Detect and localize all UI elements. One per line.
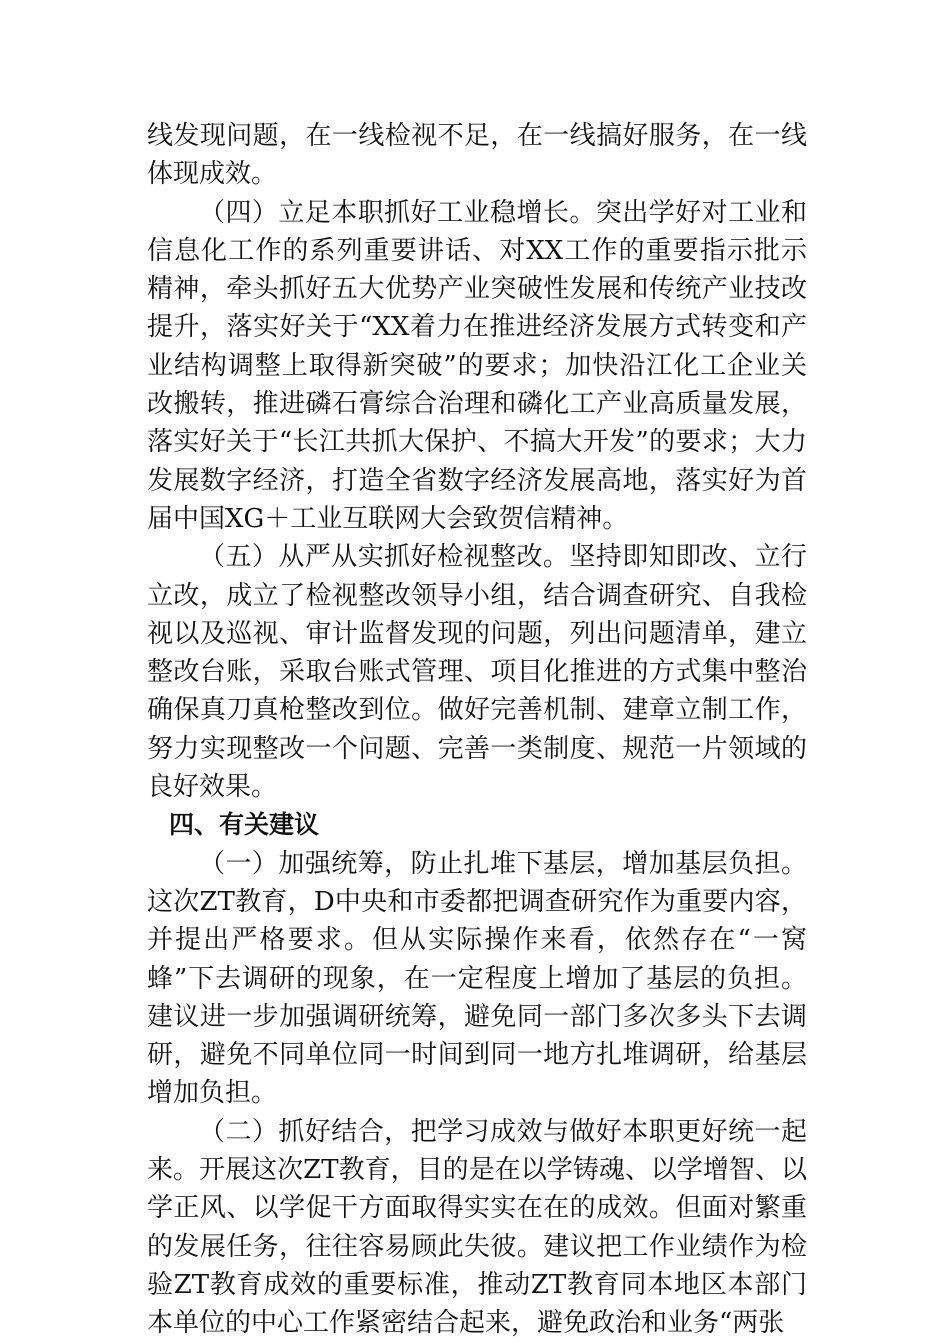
paragraph-section-5: （五）从严从实抓好检视整改。坚持即知即改、立行立改，成立了检视整改领导小组，结合调查研究、自我检视以及巡视、审计监督发现的问题，列出问题清单，建立整改台账，采取台账式管理、项目化推进的方式集中整治确保真刀真枪整改到位。做好完善机制、建章立制工作，努力实现整改一个问题、完善一类制度、规范一片领域的良好效果。 xyxy=(147,542,807,803)
paragraph-continuation: 线发现问题，在一线检视不足，在一线搞好服务，在一线体现成效。 xyxy=(147,121,807,190)
document-body xyxy=(147,117,807,1343)
paragraph-suggestion-1: （一）加强统筹，防止扎堆下基层，增加基层负担。这次ZT教育，D中央和市委都把调查研究作为重要内容，并提出严格要求。但从实际操作来看，依然存在“一窝蜂”下去调研的现象，在一定程度上增加了基层的负担。建议进一步加强调研统筹，避免同一部门多次多头下去调研，避免不同单位同一时间到同一地方扎堆调研，给基层增加负担。 xyxy=(147,848,807,1109)
paragraph-section-4: （四）立足本职抓好工业稳增长。突出学好对工业和信息化工作的系列重要讲话、对XX工作的重要指示批示精神，牵头抓好五大优势产业突破性发展和传统产业技改提升，落实好关于“XX着力在推进经济发展方式转变和产业结构调整上取得新突破”的要求；加快沿江化工企业关改搬转，推进磷石膏综合治理和磷化工产业高质量发展，落实好关于“长江共抓大保护、不搞大开发”的要求；大力发展数字经济，打造全省数字经济发展高地，落实好为首届中国XG＋工业互联网大会致贺信精神。 xyxy=(147,197,807,534)
section-heading: 四、有关建议 xyxy=(169,810,320,840)
paragraph-suggestion-2: （二）抓好结合，把学习成效与做好本职更好统一起来。开展这次ZT教育，目的是在以学铸魂、以学增智、以学正风、以学促干方面取得实实在在的成效。但面对繁重的发展任务，往往容易顾此失彼。建议把工作业绩作为检验ZT教育成效的重要标准，推动ZT教育同本地区本部门本单位的中心工作紧密结合起来，避免政治和业务“两张 xyxy=(147,1116,807,1339)
